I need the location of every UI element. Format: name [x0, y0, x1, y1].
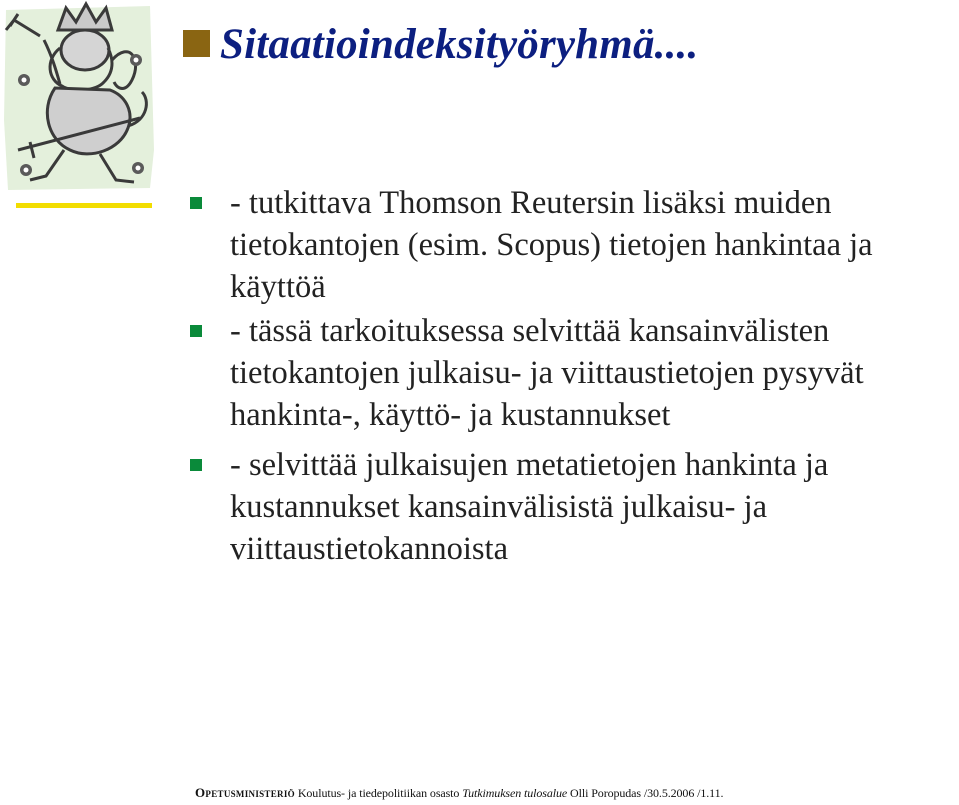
slide-title: Sitaatioindeksityöryhmä....: [220, 21, 699, 68]
footer-topic: Tutkimuksen tulosalue: [462, 786, 568, 800]
bullet-text-1: - tutkittava Thomson Reutersin lisäksi muiden tietokantojen (esim. Scopus) tietojen hankintaa ja käyttöä: [230, 185, 873, 305]
lion-emblem-icon: [0, 0, 158, 192]
footer-ministry: Opetusministeriö: [195, 785, 295, 800]
footer-date-page: /30.5.2006 /1.11.: [643, 786, 724, 800]
accent-bar: [16, 203, 152, 208]
slide-footer: [195, 785, 723, 801]
footer-department: Koulutus- ja tiedepolitiikan osasto: [297, 786, 460, 800]
footer-author: Olli Poropudas: [570, 786, 641, 800]
bullet-text-3: - selvittää julkaisujen metatietojen hankinta ja kustannukset kansainvälisistä julkaisu- ja viittaustietokannoista: [230, 447, 829, 567]
square-bullet-icon: [190, 459, 202, 471]
title-square-icon: [183, 30, 210, 57]
bullet-text-2: - tässä tarkoituksessa selvittää kansainvälisten tietokantojen julkaisu- ja viittaustietojen pysyvät hankinta-, käyttö- ja kustannukset: [230, 313, 864, 433]
square-bullet-icon: [190, 325, 202, 337]
square-bullet-icon: [190, 197, 202, 209]
